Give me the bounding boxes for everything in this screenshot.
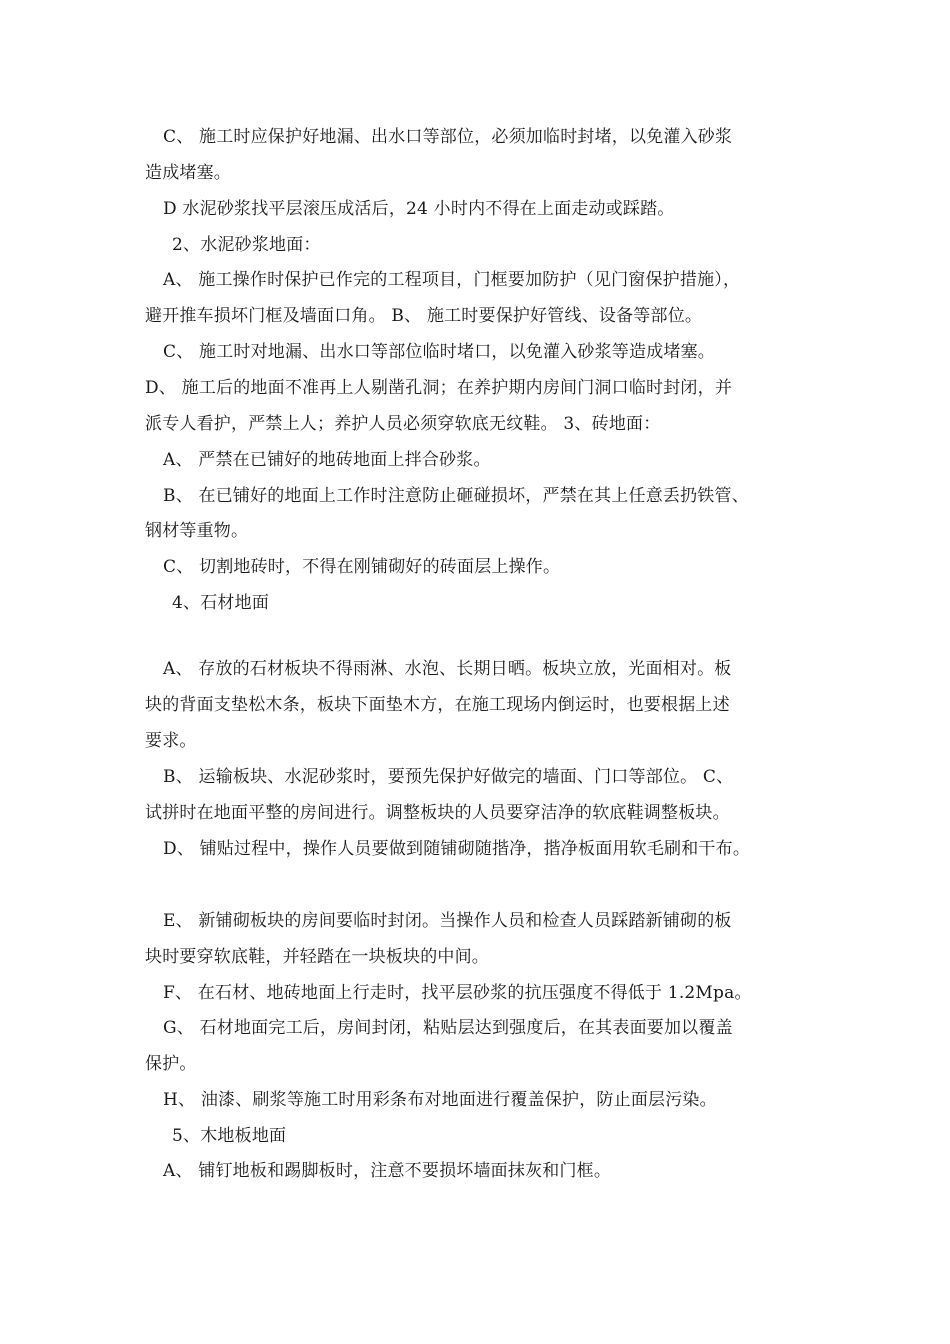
text-line: 块的背面支垫松木条，板块下面垫木方，在施工现场内倒运时，也要根据上述 — [145, 695, 730, 715]
text-line: D、 施工后的地面不准再上人剔凿孔洞；在养护期内房间门洞口临时封闭，并 — [145, 378, 733, 398]
text-line: D 水泥砂浆找平层滚压成活后，24 小时内不得在上面走动或踩踏。 — [163, 199, 675, 219]
text-line: G、 石材地面完工后，房间封闭，粘贴层达到强度后，在其表面要加以覆盖 — [163, 1018, 733, 1038]
text-line: 要求。 — [145, 731, 197, 751]
text-line: C、 施工时对地漏、出水口等部位临时堵口，以免灌入砂浆等造成堵塞。 — [163, 342, 716, 362]
text-line: 块时要穿软底鞋，并轻踏在一块板块的中间。 — [145, 947, 489, 967]
text-line: 试拼时在地面平整的房间进行。调整板块的人员要穿洁净的软底鞋调整板块。 — [145, 803, 730, 823]
text-line: B、 在已铺好的地面上工作时注意防止砸碰损坏，严禁在其上任意丢扔铁管、 — [163, 486, 749, 506]
text-line: H、 油漆、刷浆等施工时用彩条布对地面进行覆盖保护，防止面层污染。 — [163, 1090, 717, 1110]
text-line: E、 新铺砌板块的房间要临时封闭。当操作人员和检查人员踩踏新铺砌的板 — [163, 911, 732, 931]
text-line: 钢材等重物。 — [145, 521, 249, 541]
section-heading: 4、石材地面 — [172, 593, 270, 613]
text-line: A、 施工操作时保护已作完的工程项目，门框要加防护（见门窗保护措施）， — [163, 270, 741, 290]
text-line: C、 切割地砖时，不得在刚铺砌好的砖面层上操作。 — [163, 557, 561, 577]
text-line: A、 存放的石材板块不得雨淋、水泡、长期日晒。板块立放，光面相对。板 — [163, 659, 732, 679]
text-line: D、 铺贴过程中，操作人员要做到随铺砌随揩净，揩净板面用软毛刷和干布。 — [163, 839, 751, 859]
text-line: 避开推车损坏门框及墙面口角。 B、 施工时要保护好管线、设备等部位。 — [145, 306, 703, 326]
text-line: 派专人看护，严禁上人；养护人员必须穿软底无纹鞋。 3、砖地面： — [145, 414, 661, 434]
section-heading: 5、木地板地面 — [172, 1126, 287, 1146]
text-line: F、 在石材、地砖地面上行走时，找平层砂浆的抗压强度不得低于 1.2Mpa。 — [163, 983, 752, 1003]
text-line: A、 铺钉地板和踢脚板时，注意不要损坏墙面抹灰和门框。 — [163, 1161, 612, 1181]
section-heading: 2、水泥砂浆地面： — [172, 235, 321, 255]
text-line: A、 严禁在已铺好的地砖地面上拌合砂浆。 — [163, 450, 491, 470]
text-line: 造成堵塞。 — [145, 163, 231, 183]
text-line: 保护。 — [145, 1054, 197, 1074]
text-line: B、 运输板块、水泥砂浆时，要预先保护好做完的墙面、门口等部位。 C、 — [163, 767, 734, 787]
text-line: C、 施工时应保护好地漏、出水口等部位，必须加临时封堵，以免灌入砂浆 — [163, 127, 733, 147]
